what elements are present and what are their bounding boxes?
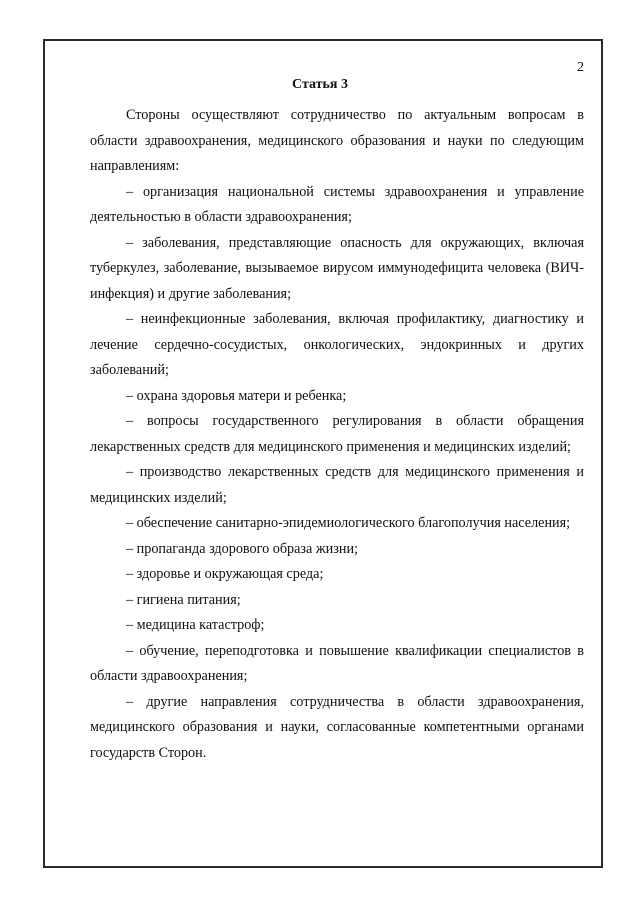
list-item: – заболевания, представляющие опасность для окружающих, включая туберкулез, заболевание, вызываемое вирусом иммунодефицита человека (ВИЧ-инфекция) и другие заболевания; bbox=[90, 234, 584, 302]
article-body bbox=[90, 103, 584, 766]
list-item: – другие направления сотрудничества в области здравоохранения, медицинского образования и науки, согласованные компетентными органами государств Сторон. bbox=[90, 693, 584, 761]
list-item: – обеспечение санитарно-эпидемиологического благополучия населения; bbox=[126, 515, 571, 531]
list-item: – обучение, переподготовка и повышение квалификации специалистов в области здравоохранения; bbox=[90, 642, 584, 684]
list-item: – медицина катастроф; bbox=[126, 617, 265, 633]
list-item: – производство лекарственных средств для медицинского применения и медицинских изделий; bbox=[90, 464, 584, 506]
intro-paragraph: Стороны осуществляют сотрудничество по актуальным вопросам в области здравоохранения, медицинского образования и науки по следующим направлениям: bbox=[90, 107, 584, 174]
article-title: Статья 3 bbox=[292, 77, 348, 92]
list-item: – неинфекционные заболевания, включая профилактику, диагностику и лечение сердечно-сосудистых, онкологических, эндокринных и других заболеваний; bbox=[90, 311, 584, 378]
list-item: – здоровье и окружающая среда; bbox=[126, 566, 324, 582]
list-item: – гигиена питания; bbox=[126, 591, 241, 608]
list-item: – вопросы государственного регулирования в области обращения лекарственных средств для медицинского применения и медицинских изделий; bbox=[90, 413, 584, 455]
list-item: – организация национальной системы здравоохранения и управление деятельностью в области здравоохранения; bbox=[90, 183, 584, 225]
page-number: 2 bbox=[577, 60, 584, 75]
list-item: – пропаганда здорового образа жизни; bbox=[126, 540, 359, 557]
list-item: – охрана здоровья матери и ребенка; bbox=[126, 387, 347, 404]
